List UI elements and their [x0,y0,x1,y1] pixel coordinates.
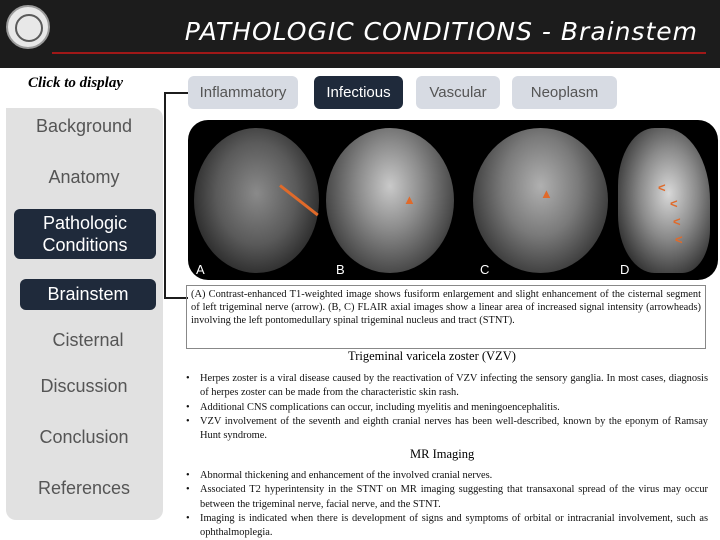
list-item: • VZV involvement of the seventh and eighth cranial nerves has been well-described, known by the eponym of Ramsay Hunt syndrome. [186,415,708,444]
sidebar-item-cisternal[interactable]: Cisternal [52,330,124,350]
list-item: • Associated T2 hyperintensity in the STNT on MR imaging suggesting that transaxonal spread of the virus may occur between the trigeminal nerve, facial nerve, and the STNT. [186,483,708,512]
arrowhead-icon: < [670,196,678,211]
arrowhead-icon: < [675,232,683,247]
panel-label-b: B [336,262,345,277]
sidebar-item-pathologic-conditions[interactable]: Pathologic Conditions [14,209,156,259]
sidebar-item-anatomy[interactable]: Anatomy [48,167,120,187]
list-item: • Herpes zoster is a viral disease caused by the reactivation of VZV infecting the sensory ganglia. In most cases, diagnosis of herpes zoster can be made from the characteristic skin rash. [186,372,708,401]
mri-panel-b [326,128,454,273]
panel-label-c: C [480,262,490,277]
connector-bracket [164,92,188,299]
arrowhead-icon: < [658,180,666,195]
sidebar-item-conclusion[interactable]: Conclusion [39,427,129,447]
list-item: • Additional CNS complications can occur, including myelitis and meningoencephalitis. [186,401,708,415]
header-bar [0,0,720,68]
click-to-display-label: Click to display [28,75,123,91]
arrowhead-icon: ▲ [403,192,416,207]
page-title: PATHOLOGIC CONDITIONS - Brainstem [184,17,698,46]
section-heading-vzv: Trigeminal varicela zoster (VZV) [348,349,516,363]
university-seal-icon [6,5,50,49]
section-heading-mr-imaging: MR Imaging [410,447,475,461]
sidebar-item-discussion[interactable]: Discussion [40,376,128,396]
title-underline [52,52,706,54]
tab-vascular[interactable]: Vascular [416,76,500,109]
tab-infectious[interactable]: Infectious [314,76,403,109]
mri-image-strip [188,120,718,280]
panel-label-d: D [620,262,630,277]
mri-panel-d [618,128,710,273]
vzv-bullet-list [186,372,708,443]
arrowhead-icon: < [673,214,681,229]
tab-inflammatory[interactable]: Inflammatory [188,76,298,109]
arrowhead-icon: ▲ [540,186,553,201]
sidebar-item-background[interactable]: Background [35,116,133,136]
tab-neoplasm[interactable]: Neoplasm [512,76,617,109]
mr-imaging-bullet-list [186,469,708,540]
figure-caption: (A) Contrast-enhanced T1-weighted image shows fusiform enlargement and slight enhancement of the cisternal segment of left trigeminal nerve (arrow). (B, C) FLAIR axial images show a linear area of increased signal intensity (arrowheads) involving the left pontomedullary spinal trigeminal nucleus and tract (STNT). [186,285,706,349]
list-item: • Abnormal thickening and enhancement of the involved cranial nerves. [186,469,708,483]
panel-label-a: A [196,262,205,277]
list-item: • Imaging is indicated when there is development of signs and symptoms of orbital or intracranial involvement, such as ophthalmoplegia. [186,512,708,540]
sidebar-item-brainstem[interactable]: Brainstem [20,279,156,310]
sidebar-item-references[interactable]: References [37,478,131,498]
